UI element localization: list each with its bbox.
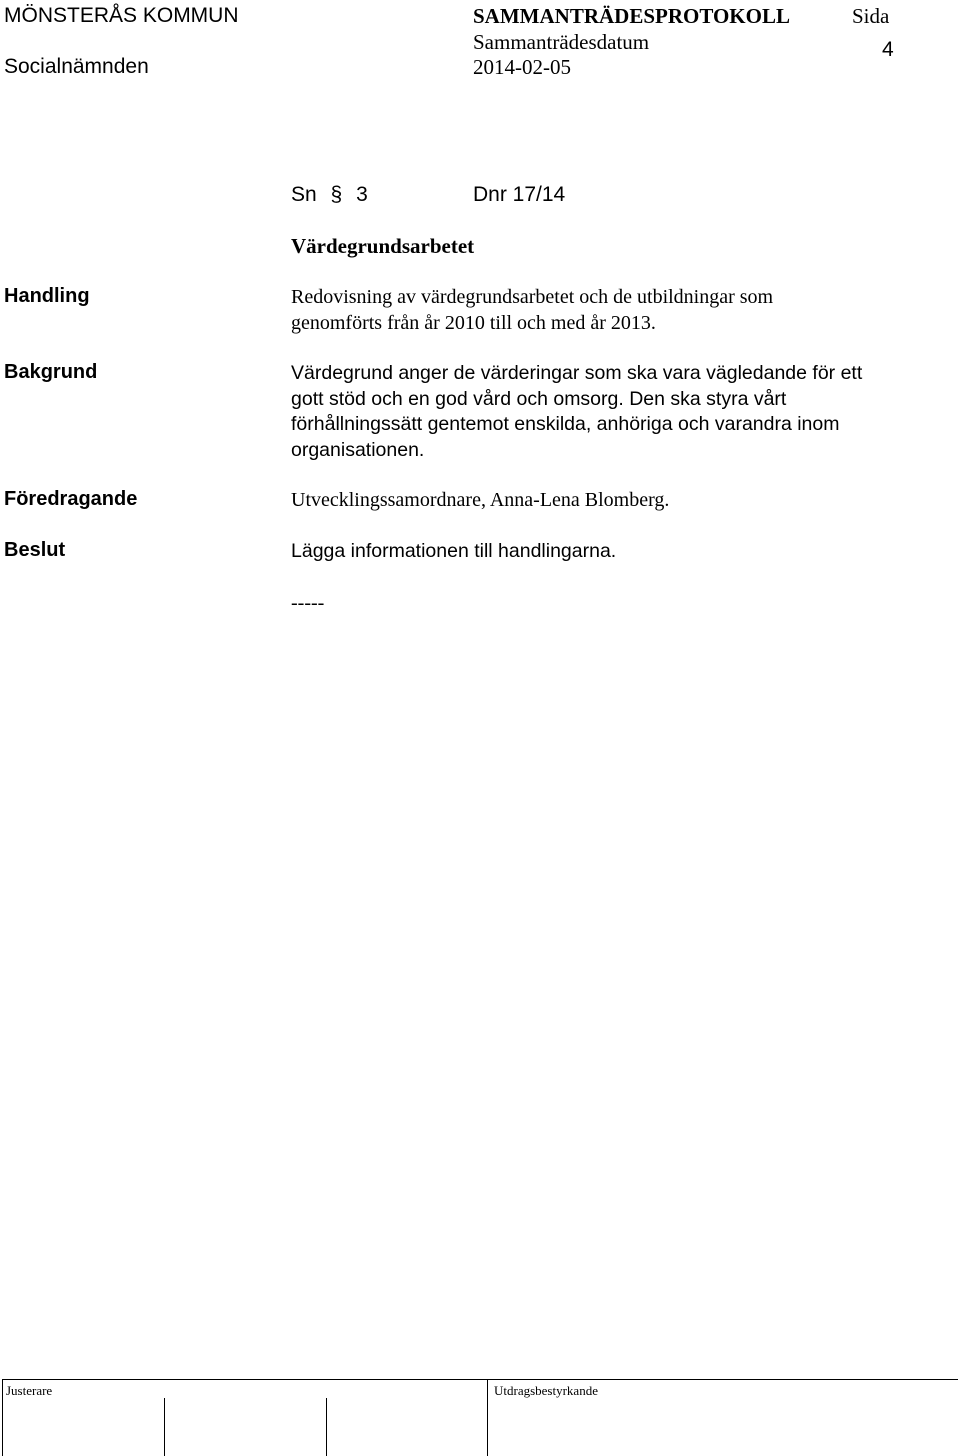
bakgrund-line: Värdegrund anger de värderingar som ska vara vägledande för ett: [291, 362, 863, 384]
bakgrund-line: gott stöd och en god vård och omsorg. Den ska styra vårt: [291, 387, 787, 410]
label-bakgrund: Bakgrund: [4, 361, 98, 383]
signature-box-divider: [326, 1398, 327, 1456]
footer-left-border: [2, 1379, 3, 1456]
utdragsbestyrkande-label: Utdragsbestyrkande: [494, 1383, 598, 1398]
case-title: Värdegrundsarbetet: [291, 234, 475, 258]
page-label: Sida: [852, 4, 890, 28]
bakgrund-line: förhållningssätt gentemot enskilda, anhöriga och varandra inom: [291, 413, 840, 435]
handling-text: [291, 285, 773, 336]
municipality-name: MÖNSTERÅS KOMMUN: [4, 4, 239, 27]
meeting-date-label: Sammanträdesdatum: [473, 30, 650, 54]
bakgrund-line: organisationen.: [291, 438, 425, 461]
foredragande-text: Utvecklingssamordnare, Anna-Lena Blomberg.: [291, 489, 670, 511]
section-number: 3: [356, 183, 368, 206]
signature-box-divider: [164, 1398, 165, 1456]
footer-top-border: [2, 1379, 958, 1380]
beslut-text: Lägga informationen till handlingarna.: [291, 540, 617, 562]
bakgrund-text: [291, 361, 862, 463]
section-reference: [291, 183, 368, 207]
footer-divider: [487, 1379, 488, 1456]
handling-line: Redovisning av värdegrundsarbetet och de utbildningar som: [291, 286, 774, 308]
section-prefix: Sn: [291, 183, 317, 206]
meeting-date: 2014-02-05: [473, 55, 571, 79]
section-symbol: §: [330, 183, 343, 206]
diary-number: Dnr 17/14: [473, 183, 566, 206]
label-beslut: Beslut: [4, 539, 66, 561]
handling-line: genomförts från år 2010 till och med år 2013.: [291, 311, 656, 334]
end-marker: -----: [291, 592, 325, 614]
label-foredragande: Föredragande: [4, 488, 138, 510]
label-handling: Handling: [4, 285, 90, 307]
committee-name: Socialnämnden: [4, 55, 149, 78]
justerare-label: Justerare: [6, 1383, 53, 1398]
page-number: 4: [882, 38, 894, 61]
document-type: SAMMANTRÄDESPROTOKOLL: [473, 4, 790, 28]
